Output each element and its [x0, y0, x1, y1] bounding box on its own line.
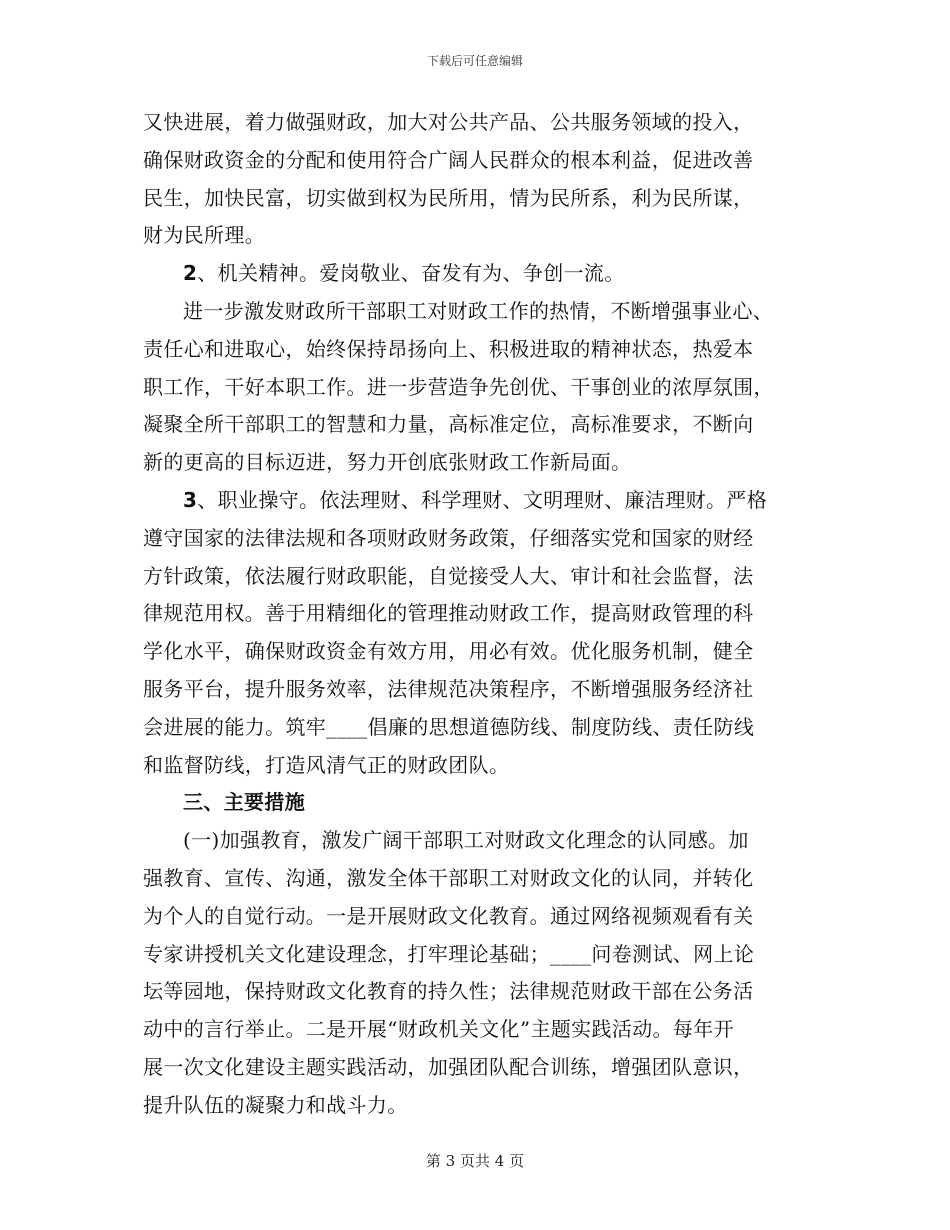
- paragraph-line: 展一次文化建设主题实践活动，加强团队配合训练，增强团队意识，: [143, 1054, 754, 1079]
- item-3-number: 3: [183, 487, 198, 512]
- paragraph-line: 进一步激发财政所干部职工对财政工作的热情，不断增强事业心、: [183, 298, 774, 323]
- paragraph-line: 方针政策，依法履行财政职能，自觉接受人大、审计和社会监督，法: [143, 563, 754, 588]
- document-body: [143, 104, 815, 1125]
- item-2-heading: [143, 255, 815, 293]
- paragraph-line: 凝聚全所干部职工的智慧和力量，高标准定位，高标准要求，不断向: [143, 412, 754, 437]
- item-2-number: 2: [183, 261, 198, 286]
- page-header-note: 下载后可任意编辑: [426, 54, 523, 68]
- paragraph-line: 确保财政资金的分配和使用符合广阔人民群众的根本利益，促进改善: [143, 147, 754, 172]
- paragraph-line: 遵守国家的法律法规和各项财政财务政策，仔细落实党和国家的财经: [143, 525, 754, 550]
- paragraph-line: 动中的言行举止。二是开展“财政机关文化”主题实践活动。每年开: [143, 1017, 734, 1042]
- paragraph-line: 新的更高的目标迈进，努力开创底张财政工作新局面。: [143, 450, 632, 475]
- paragraph-line: 提升队伍的凝聚力和战斗力。: [143, 1092, 408, 1117]
- paragraph-line: (一)加强教育，激发广阔干部职工对财政文化理念的认同感。加: [183, 828, 749, 853]
- paragraph-line: 职工作，干好本职工作。进一步营造争先创优、干事创业的浓厚氛围，: [143, 374, 774, 399]
- paragraph-line: 强教育、宣传、沟通，激发全体干部职工对财政文化的认同，并转化: [143, 865, 754, 890]
- item-3-heading: [143, 482, 815, 520]
- paragraph-line: 坛等园地，保持财政文化教育的持久性；法律规范财政干部在公务活: [143, 979, 754, 1004]
- paragraph-line: 民生，加快民富，切实做到权为民所用，情为民所系，利为民所谋，: [143, 185, 754, 210]
- paragraph-line: 又快进展，着力做强财政，加大对公共产品、公共服务领域的投入，: [143, 110, 754, 134]
- item-2-text: 、机关精神。爱岗敬业、奋发有为、争创一流。: [197, 261, 625, 286]
- paragraph-line: 责任心和进取心，始终保持昂扬向上、积极进取的精神状态，热爱本: [143, 336, 754, 361]
- section-heading: 三、主要措施: [183, 790, 306, 815]
- paragraph-line: 财为民所理。: [143, 223, 266, 248]
- page-number-footer: 第 3 页共 4 页: [425, 1152, 525, 1170]
- paragraph-line: 服务平台，提升服务效率，法律规范决策程序，不断增强服务经济社: [143, 676, 754, 701]
- paragraph-line: 专家讲授机关文化建设理念，打牢理论基础；____问卷测试、网上论: [143, 941, 755, 966]
- paragraph-line: 学化水平，确保财政资金有效方用，用必有效。优化服务机制，健全: [143, 639, 754, 664]
- paragraph-line: 为个人的自觉行动。一是开展财政文化教育。通过网络视频观看有关: [143, 903, 754, 928]
- paragraph-line: 和监督防线，打造风清气正的财政团队。: [143, 752, 510, 777]
- item-3-text: 、职业操守。依法理财、科学理财、文明理财、廉洁理财。严格: [197, 487, 768, 512]
- paragraph-line: 会进展的能力。筑牢____倡廉的思想道德防线、制度防线、责任防线: [143, 714, 755, 739]
- paragraph-line: 律规范用权。善于用精细化的管理推动财政工作，提高财政管理的科: [143, 601, 754, 626]
